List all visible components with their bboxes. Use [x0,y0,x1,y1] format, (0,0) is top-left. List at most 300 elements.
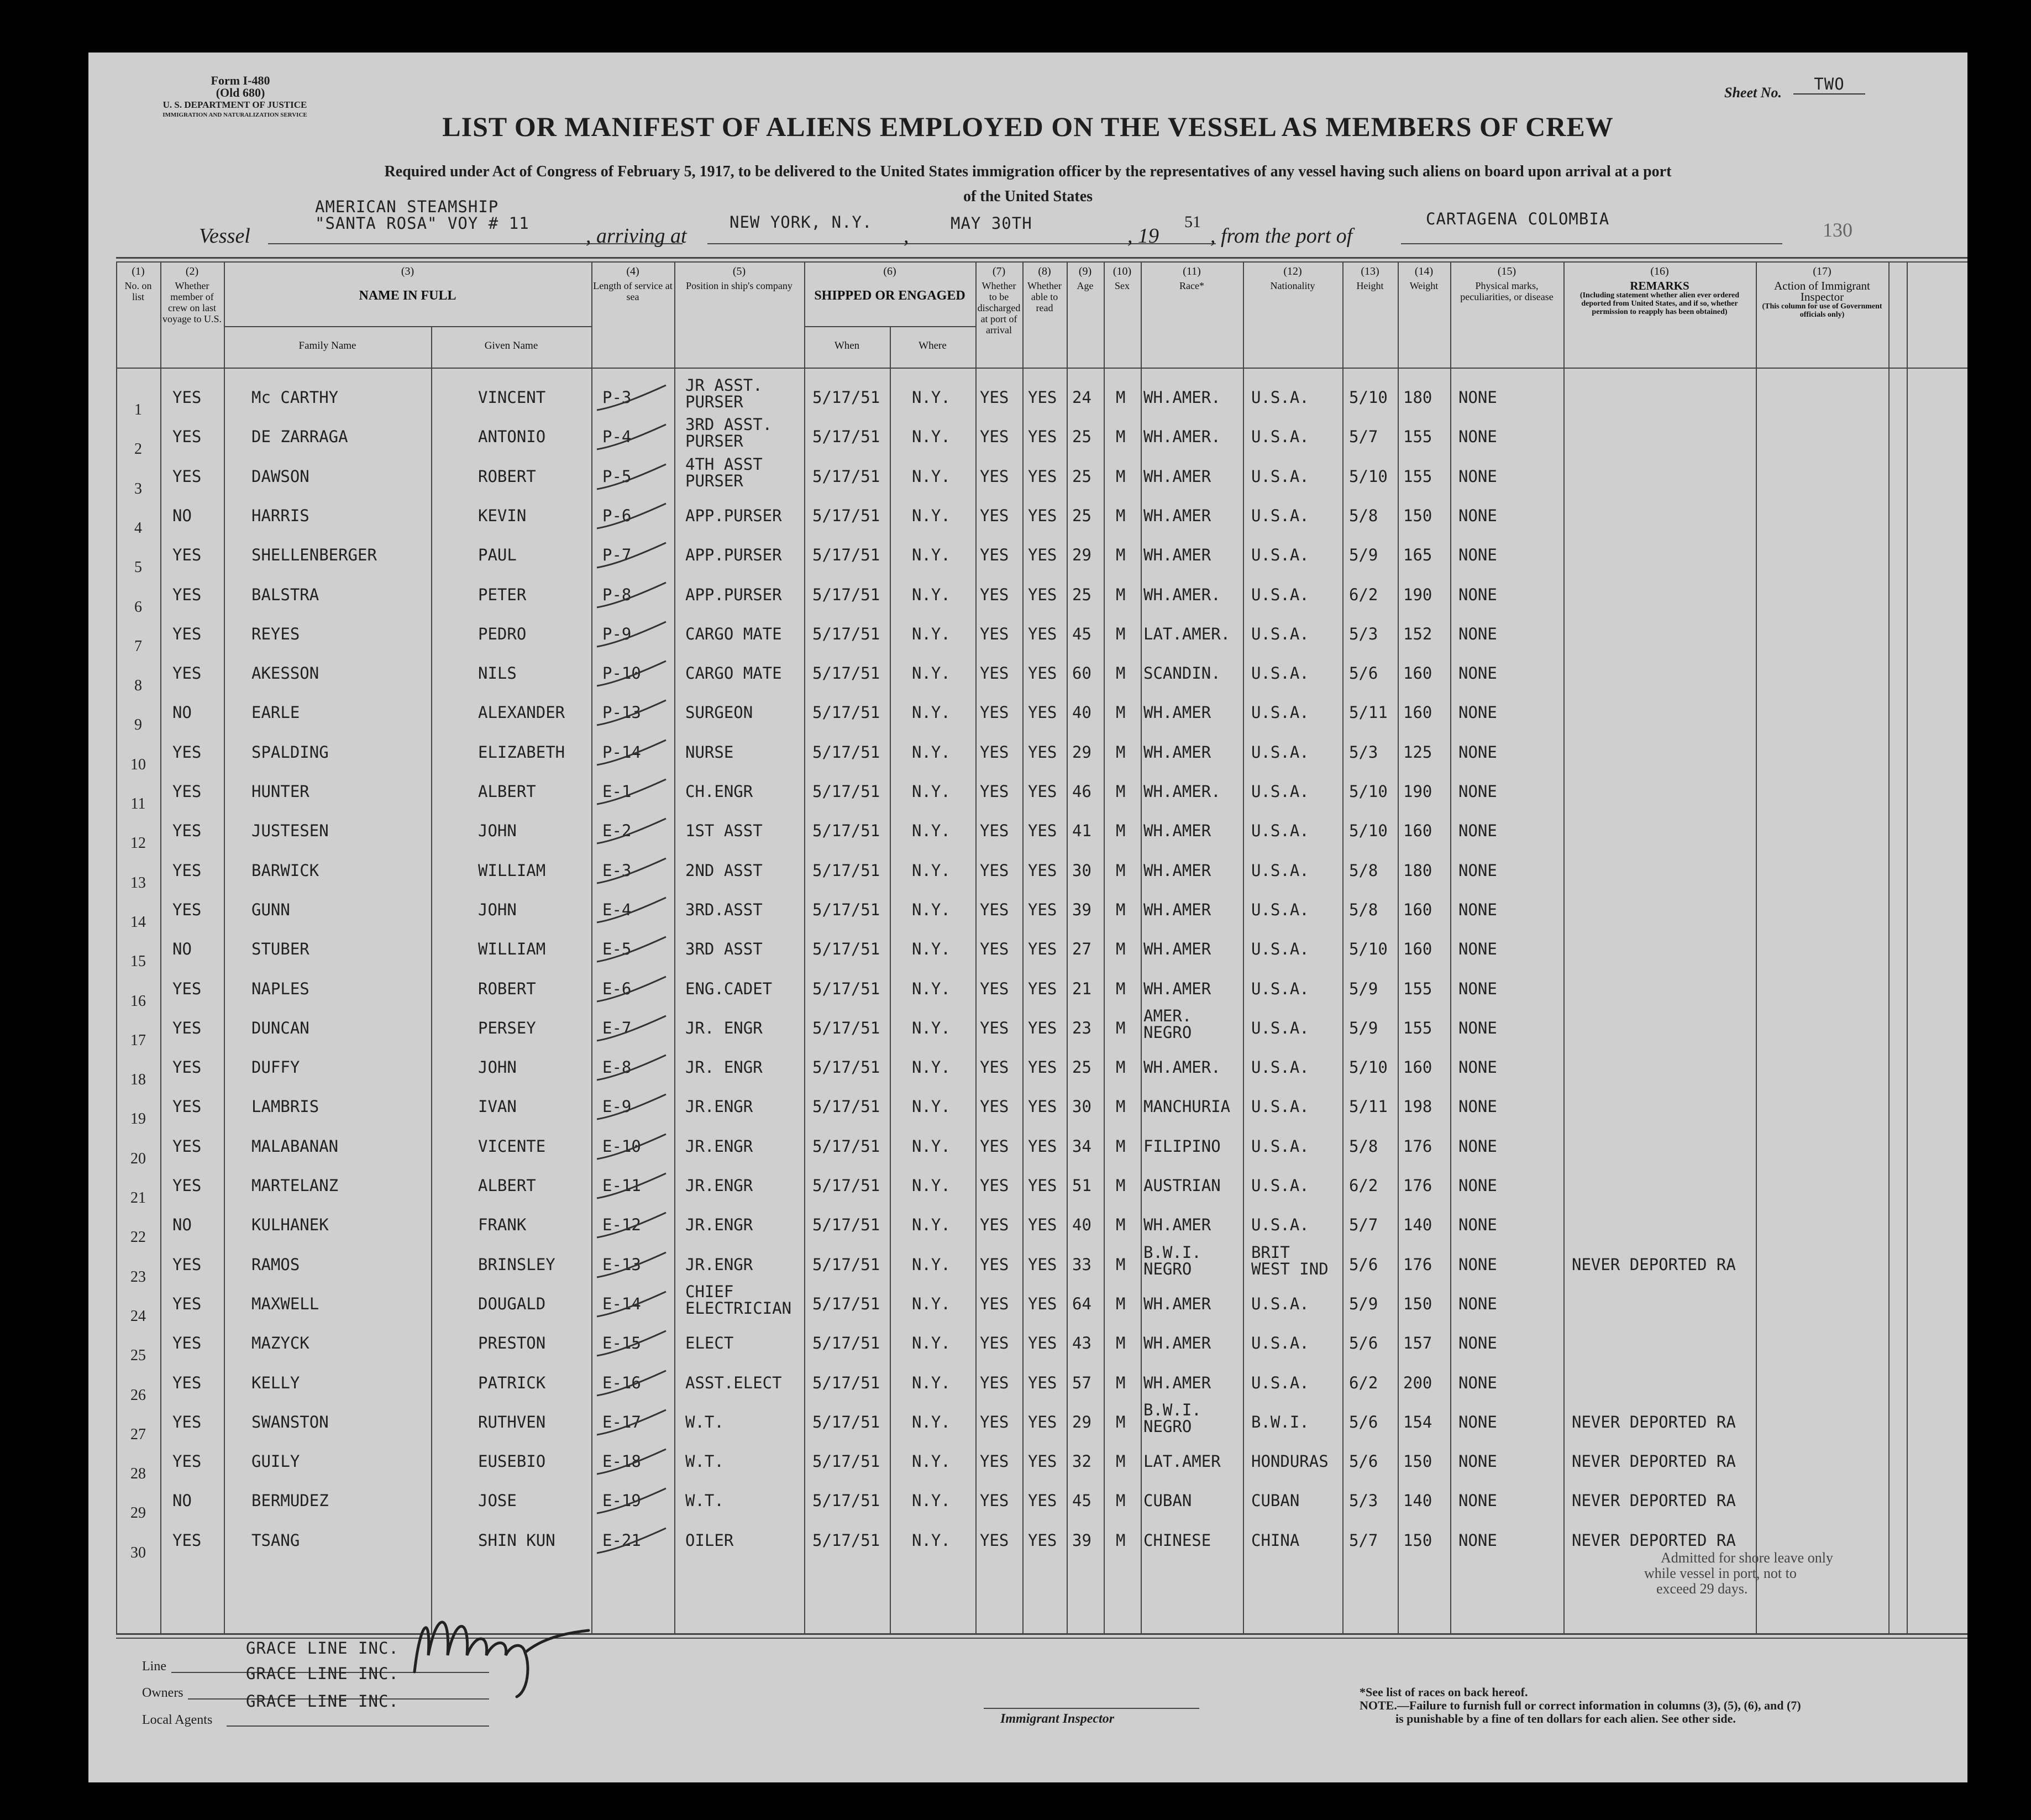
race: WH.AMER [1143,940,1211,959]
position: 3RD ASST [685,940,763,959]
length-of-service: E-14 [602,1294,641,1313]
year-prefix: , 19 [1127,224,1159,248]
physical-marks: NONE [1458,1373,1497,1392]
nationality: BRIT [1251,1242,1290,1262]
age: 29 [1072,546,1091,565]
shipped-where: N.Y. [912,427,951,447]
sex: M [1116,664,1126,683]
position: 4TH ASST [685,454,763,474]
weight: 165 [1403,546,1432,565]
height: 5/8 [1349,900,1378,919]
column-number: (2) [185,265,199,277]
weight: 150 [1403,1530,1432,1550]
given-name: SHIN KUN [478,1530,555,1550]
to-be-discharged: YES [980,782,1009,801]
crew-last-voyage: YES [172,1018,202,1037]
shipped-where: N.Y. [912,1176,951,1195]
crew-last-voyage: YES [172,466,202,486]
row-number: 20 [130,1150,146,1167]
manifest-sheet: Form I-480 (Old 680) U. S. DEPARTMENT OF JUSTICE IMMIGRATION AND NATURALIZATION SERVICE Sheet No. TWO LIST OR MANIFEST OF ALIENS EMPLOYED ON THE VESSEL AS MEMBERS OF CREW Required under Act of Congress of February 5, 1917, to be delivered to the United States immigration officer by the representatives of any vessel having such aliens on board upon arrival at a port of the United States Vessel AMERICAN STEAMSHIP "SANTA ROSA" VOY # 11 , arriving at NEW YORK, N.Y. , MAY 30TH , 19 51 , from the port of CARTAGENA COLOMBIA 130 (1) No. on list (2) Whether member of crew on last voyage to U.S. (3) NAME IN FULL Family Name Given Name (4) Length of service at sea (5) Position in ship's company (6) SHIPPED OR ENGAGED When Where (7) Whether to be discharged at port of arrival (8) Whether able to read (9) Age (10) Sex (11) Race* (12) Nationality (13) Height (14) Weight (15) Physical marks, peculiarities, or disease (16) REMARKS (Including statement whether alien ever ordered deported from United States, and if so, whether permission to reapply has been obtained) (17) Action of Immigrant Inspector (This column for use of Government officials only) 1 YES Mc CARTHY VINCENT P-3 JR ASST. PURSER 5/17/51 N.Y. YES YES 24 M WH.AMER. U.S.A. 5/10 180 NONE 2 YES DE ZARRAGA ANTONIO P-4 3RD ASST. PURSER 5/17/51 N.Y. YES YES 25 M WH.AMER. U.S.A. 5/7 155 NONE 3 YES DAWSON ROBERT P-5 4TH ASST PURSER 5/17/51 N.Y. YES YES 25 M WH.AMER U.S.A. 5/10 155 NONE 4 NO HARRIS KEVIN P-6 APP.PURSER 5/17/51 N.Y. YES YES 25 M WH.AMER U.S.A. 5/8 150 NONE 5 YES SHELLENBERGER PAUL P-7 APP.PURSER 5/17/51 N.Y. YES YES 29 M WH.AMER U.S.A. 5/9 165 NONE 6 YES BALSTRA PETER P-8 APP.PURSER 5/17/51 N.Y. YES YES 25 M WH.AMER. U.S.A. 6/2 190 NONE 7 YES REYES PEDRO P-9 CARGO MATE 5/17/51 N.Y. YES YES 45 M LAT.AMER. U.S.A. 5/3 152 NONE 8 YES AKESSON NILS P-10 CARGO MATE 5/17/51 N.Y. YES YES 60 M SCANDIN. U.S.A. 5/6 160 NONE 9 NO EARLE ALEXANDER P-13 SURGEON 5/17/51 N.Y. YES YES 40 M WH.AMER U.S.A. 5/11 160 NONE 10 YES SPALDING ELIZABETH P-14 NURSE 5/17/51 N.Y. YES YES 29 M WH.AMER U.S.A. 5/3 125 NONE 11 YES HUNTER ALBERT E-1 CH.ENGR 5/17/51 N.Y. YES YES 46 M WH.AMER. U.S.A. 5/10 190 NONE 12 YES JUSTESEN JOHN E-2 1ST ASST 5/17/51 N.Y. YES YES 41 M WH.AMER U.S.A. 5/10 160 NONE 13 YES BARWICK WILLIAM E-3 2ND ASST 5/17/51 N.Y. YES YES 30 M WH.AMER U.S.A. 5/8 180 NONE 14 YES GUNN JOHN E-4 3RD.ASST 5/17/51 N.Y. YES YES 39 M WH.AMER U.S.A. 5/8 160 NONE 15 NO STUBER WILLIAM E-5 3RD ASST 5/17/51 N.Y. YES YES 27 M WH.AMER U.S.A. 5/10 160 NONE 16 YES NAPLES ROBERT E-6 ENG.CADET 5/17/51 N.Y. YES YES 21 M WH.AMER U.S.A. 5/9 155 NONE 17 YES DUNCAN PERSEY E-7 JR. ENGR 5/17/51 N.Y. YES YES 23 M AMER. NEGRO U.S.A. 5/9 155 NONE 18 YES DUFFY JOHN E-8 JR. ENGR 5/17/51 N.Y. YES YES 25 M WH.AMER. U.S.A. 5/10 160 NONE 19 YES LAMBRIS IVAN E-9 JR.ENGR 5/17/51 N.Y. YES YES 30 M MANCHURIA U.S.A. 5/11 198 NONE 20 YES MALABANAN VICENTE E-10 JR.ENGR 5/17/51 N.Y. YES YES 34 M FILIPINO U.S.A. 5/8 176 NONE 21 YES MARTELANZ ALBERT E-11 JR.ENGR 5/17/51 N.Y. YES YES 51 M AUSTRIAN U.S.A. 6/2 176 NONE 22 NO KULHANEK FRANK E-12 JR.ENGR 5/17/51 N.Y. YES YES 40 M WH.AMER U.S.A. 5/7 140 NONE 23 YES RAMOS BRINSLEY E-13 JR.ENGR 5/17/51 N.Y. YES YES 33 M B.W.I. NEGRO BRIT WEST IND 5/6 176 NONE NEVER DEPORTED RA 24 YES MAXWELL DOUGALD E-14 CHIEF ELECTRICIAN 5/17/51 N.Y. YES YES 64 M WH.AMER U.S.A. 5/9 150 NONE 25 YES MAZYCK PRESTON E-15 ELECT 5/17/51 N.Y. YES YES 43 M WH.AMER U.S.A. 5/6 157 NONE 26 YES KELLY PATRICK E-16 ASST.ELECT 5/17/51 N.Y. YES YES 57 M WH.AMER U.S.A. 6/2 200 NONE 27 YES SWANSTON RUTHVEN E-17 W.T. 5/17/51 N.Y. YES YES 29 M B.W.I. NEGRO B.W.I. 5/6 154 NONE NEVER DEPORTED RA 28 YES GUILY EUSEBIO E-18 W.T. 5/17/51 N.Y. YES YES 32 M LAT.AMER HONDURAS 5/6 150 NONE NEVER DEPORTED RA 29 NO BERMUDEZ JOSE E-19 W.T. 5/17/51 N.Y. YES YES 45 M CUBAN CUBAN 5/3 140 NONE NEVER DEPORTED RA 30 YES TSANG SHIN KUN E-21 OILER 5/17/51 N.Y. YES YES 39 M CHINESE CHINA 5/7 150 NONE NEVER DEPORTED RA Admitted for shore leave only while vessel in port, not to exceed 29 days. Line GRACE LINE INC. Owners GRACE LINE INC. Local Agents GRACE LINE INC. Immigrant Inspector *See list of races on back hereof. NOTE.—Failure to furnish full or correct information in columns (3), (5), (6), and (7) is punishable by a fine of ten dollars for each alien. See other side. [88,53,1967,1782]
sex: M [1116,861,1126,880]
shipped-where: N.Y. [912,1255,951,1274]
column-number: (14) [1414,265,1434,277]
position: JR.ENGR [685,1215,753,1235]
length-of-service: E-2 [602,821,632,841]
physical-marks: NONE [1458,388,1497,407]
sex: M [1116,1176,1126,1195]
check-mark [591,580,674,613]
height: 5/10 [1349,466,1388,486]
to-be-discharged: YES [980,1136,1009,1156]
family-name: BARWICK [251,861,319,880]
sex: M [1116,1334,1126,1353]
weight: 160 [1403,940,1432,959]
length-of-service: E-17 [602,1412,641,1431]
weight: 176 [1403,1255,1432,1274]
weight: 150 [1403,1452,1432,1471]
position: 2ND ASST [685,861,763,880]
nationality: U.S.A. [1251,585,1309,604]
crew-last-voyage: YES [172,1530,202,1550]
position: JR.ENGR [685,1176,753,1195]
position: PURSER [685,432,743,451]
position: 3RD ASST. [685,415,773,434]
length-of-service: E-11 [602,1176,641,1195]
shipped-where: N.Y. [912,861,951,880]
sex: M [1116,1215,1126,1235]
race: SCANDIN. [1143,664,1221,683]
column-header-3 [224,265,591,301]
given-name: WILLIAM [478,861,546,880]
position: 3RD.ASST [685,900,763,919]
shipped-when: 5/17/51 [812,1058,880,1077]
check-mark [591,658,674,691]
row-number: 25 [130,1347,146,1365]
age: 34 [1072,1136,1091,1156]
sex: M [1116,900,1126,919]
column-number: (5) [732,265,746,277]
given-name: VICENTE [478,1136,546,1156]
column-label: Physical marks, peculiarities, or disease [1460,280,1554,302]
race: WH.AMER. [1143,388,1221,407]
row-number: 16 [130,992,146,1010]
nationality: U.S.A. [1251,940,1309,959]
given-name: PAUL [478,546,517,565]
able-to-read: YES [1028,546,1057,565]
column-number: (6) [883,265,896,277]
position: ELECT [685,1334,734,1353]
owners-value: GRACE LINE INC. [246,1664,399,1683]
check-mark [591,619,674,652]
column-number: (12) [1283,265,1302,277]
to-be-discharged: YES [980,1530,1009,1550]
physical-marks: NONE [1458,782,1497,801]
column-number: (17) [1813,265,1831,277]
able-to-read: YES [1028,1215,1057,1235]
race: B.W.I. [1143,1400,1201,1419]
length-of-service: P-9 [602,624,632,643]
length-of-service: E-21 [602,1530,641,1550]
sex: M [1116,585,1126,604]
height: 5/3 [1349,1491,1378,1510]
shipped-where: N.Y. [912,1412,951,1431]
given-name: ALEXANDER [478,703,565,722]
nationality: U.S.A. [1251,624,1309,643]
age: 25 [1072,466,1091,486]
nationality: HONDURAS [1251,1452,1329,1471]
to-be-discharged: YES [980,506,1009,525]
to-be-discharged: YES [980,1412,1009,1431]
length-of-service: E-13 [602,1255,641,1274]
physical-marks: NONE [1458,821,1497,841]
shipped-where: N.Y. [912,1530,951,1550]
check-mark [591,777,674,810]
sex: M [1116,821,1126,841]
to-be-discharged: YES [980,1373,1009,1392]
given-name: JOHN [478,1058,517,1077]
crew-last-voyage: YES [172,546,202,565]
weight: 176 [1403,1176,1432,1195]
vessel-label: Vessel [199,224,250,248]
nationality: U.S.A. [1251,782,1309,801]
to-be-discharged: YES [980,427,1009,447]
column-label: Height [1356,280,1384,291]
family-name: DE ZARRAGA [251,427,348,447]
able-to-read: YES [1028,1097,1057,1116]
position: ENG.CADET [685,979,773,998]
check-mark [591,697,674,731]
crew-last-voyage: YES [172,624,202,643]
row-number: 5 [134,559,142,576]
column-label: Whether member of crew on last voyage to U.S. [162,280,222,324]
family-name: AKESSON [251,664,319,683]
shipped-when: 5/17/51 [812,1215,880,1235]
height: 5/6 [1349,1255,1378,1274]
shipped-when: 5/17/51 [812,1530,880,1550]
weight: 155 [1403,979,1432,998]
family-name: DUFFY [251,1058,300,1077]
penalty-note: NOTE.—Failure to furnish full or correct information in columns (3), (5), (6), and (7) [1360,1698,1801,1712]
age: 57 [1072,1373,1091,1392]
shipped-where: N.Y. [912,1058,951,1077]
nationality: U.S.A. [1251,1018,1309,1037]
row-number: 4 [134,519,142,537]
weight: 140 [1403,1491,1432,1510]
to-be-discharged: YES [980,940,1009,959]
sex: M [1116,546,1126,565]
age: 23 [1072,1018,1091,1037]
shipped-when: 5/17/51 [812,624,880,643]
age: 25 [1072,585,1091,604]
family-name: KELLY [251,1373,300,1392]
age: 30 [1072,861,1091,880]
stamp-line-2: while vessel in port, not to [1644,1565,1797,1581]
crew-last-voyage: YES [172,388,202,407]
race: NEGRO [1143,1022,1192,1042]
physical-marks: NONE [1458,546,1497,565]
shipped-when: 5/17/51 [812,546,880,565]
shipped-when: 5/17/51 [812,664,880,683]
shipped-where: N.Y. [912,1136,951,1156]
sex: M [1116,1294,1126,1313]
able-to-read: YES [1028,940,1057,959]
weight: 150 [1403,506,1432,525]
column-label: No. on list [124,280,152,302]
family-name: KULHANEK [251,1215,329,1235]
footer-notes [1360,1686,1801,1725]
column-number: (3) [401,265,414,277]
race: WH.AMER [1143,1373,1211,1392]
shipped-when: 5/17/51 [812,506,880,525]
age: 21 [1072,979,1091,998]
check-mark [591,422,674,455]
able-to-read: YES [1028,861,1057,880]
race: WH.AMER. [1143,427,1221,447]
row-number: 17 [130,1031,146,1049]
able-to-read: YES [1028,624,1057,643]
check-mark [591,540,674,573]
row-number: 22 [130,1229,146,1246]
column-label: REMARKS [1630,279,1689,292]
column-label: Length of service at sea [593,280,673,302]
height: 6/2 [1349,1176,1378,1195]
physical-marks: NONE [1458,1018,1497,1037]
nationality: U.S.A. [1251,900,1309,919]
family-name: RAMOS [251,1255,300,1274]
able-to-read: YES [1028,1530,1057,1550]
given-name: IVAN [478,1097,517,1116]
able-to-read: YES [1028,1412,1057,1431]
to-be-discharged: YES [980,1334,1009,1353]
nationality: U.S.A. [1251,427,1309,447]
weight: 160 [1403,664,1432,683]
shipped-when: 5/17/51 [812,782,880,801]
family-name: HUNTER [251,782,309,801]
check-mark [591,895,674,928]
race: WH.AMER [1143,546,1211,565]
nationality: U.S.A. [1251,861,1309,880]
check-mark [591,934,674,967]
age: 46 [1072,782,1091,801]
shipped-when: 5/17/51 [812,900,880,919]
department: U. S. DEPARTMENT OF JUSTICE [162,99,307,110]
weight: 154 [1403,1412,1432,1431]
position: JR.ENGR [685,1255,753,1274]
shipped-when: 5/17/51 [812,1294,880,1313]
family-name: MARTELANZ [251,1176,339,1195]
position: APP.PURSER [685,506,782,525]
shipped-where: N.Y. [912,1334,951,1353]
age: 25 [1072,506,1091,525]
family-name: MAZYCK [251,1334,309,1353]
age: 25 [1072,427,1091,447]
check-mark [591,1092,674,1125]
family-name: REYES [251,624,300,643]
family-name: DAWSON [251,466,309,486]
race: WH.AMER [1143,821,1211,841]
check-mark [591,1013,674,1046]
column-label: Sex [1115,280,1130,291]
physical-marks: NONE [1458,624,1497,643]
shipped-where: N.Y. [912,1018,951,1037]
shipped-where: N.Y. [912,703,951,722]
nationality: U.S.A. [1251,1058,1309,1077]
shipped-where: N.Y. [912,742,951,762]
able-to-read: YES [1028,782,1057,801]
check-mark [591,856,674,889]
shipped-when: 5/17/51 [812,703,880,722]
family-name: TSANG [251,1530,300,1550]
weight: 190 [1403,585,1432,604]
crew-last-voyage: NO [172,1215,192,1235]
nationality: U.S.A. [1251,1373,1309,1392]
sex: M [1116,1097,1126,1116]
column-header-5 [674,265,804,291]
family-name: STUBER [251,940,309,959]
column-header-17 [1756,265,1888,319]
given-name: ELIZABETH [478,742,565,762]
length-of-service: P-10 [602,664,641,683]
nationality: U.S.A. [1251,742,1309,762]
shipped-where: N.Y. [912,388,951,407]
able-to-read: YES [1028,1136,1057,1156]
line-value: GRACE LINE INC. [246,1639,399,1658]
column-header-16 [1563,265,1756,316]
given-name: PETER [478,585,527,604]
column-number: (16) [1650,265,1669,277]
able-to-read: YES [1028,1452,1057,1471]
page-number: 130 [1823,219,1852,241]
given-name: PERSEY [478,1018,536,1037]
owners-label: Owners [142,1686,183,1700]
weight: 157 [1403,1334,1432,1353]
race: CUBAN [1143,1491,1192,1510]
column-label: NAME IN FULL [359,289,456,303]
height: 5/10 [1349,782,1388,801]
length-of-service: P-4 [602,427,632,447]
height: 5/6 [1349,1452,1378,1471]
to-be-discharged: YES [980,1491,1009,1510]
column-header-13 [1342,265,1398,291]
family-name: GUILY [251,1452,300,1471]
column-header-8 [1022,265,1067,313]
position: APP.PURSER [685,585,782,604]
shipped-when: 5/17/51 [812,1136,880,1156]
race: WH.AMER. [1143,1058,1221,1077]
family-name: GUNN [251,900,290,919]
length-of-service: E-19 [602,1491,641,1510]
given-name: WILLIAM [478,940,546,959]
page-title: LIST OR MANIFEST OF ALIENS EMPLOYED ON THE VESSEL AS MEMBERS OF CREW [442,111,1614,142]
length-of-service: E-15 [602,1334,641,1353]
length-of-service: E-18 [602,1452,641,1471]
sex: M [1116,742,1126,762]
column-subheader: Where [919,340,947,352]
able-to-read: YES [1028,821,1057,841]
crew-last-voyage: NO [172,1491,192,1510]
column-label: Race* [1179,280,1204,291]
physical-marks: NONE [1458,427,1497,447]
height: 5/7 [1349,1530,1378,1550]
physical-marks: NONE [1458,506,1497,525]
column-label: SHIPPED OR ENGAGED [814,289,965,303]
able-to-read: YES [1028,506,1057,525]
able-to-read: YES [1028,900,1057,919]
nationality: U.S.A. [1251,388,1309,407]
column-header-7 [975,265,1022,335]
crew-last-voyage: NO [172,506,192,525]
shipped-when: 5/17/51 [812,388,880,407]
nationality: U.S.A. [1251,703,1309,722]
physical-marks: NONE [1458,585,1497,604]
length-of-service: E-7 [602,1018,632,1037]
row-number: 1 [134,401,142,418]
sex: M [1116,1058,1126,1077]
inspector-label: Immigrant Inspector [1000,1712,1115,1726]
column-label: Action of Immigrant Inspector [1774,279,1870,303]
crew-last-voyage: YES [172,1176,202,1195]
given-name: BRINSLEY [478,1255,555,1274]
height: 5/9 [1349,1018,1378,1037]
nationality: U.S.A. [1251,1334,1309,1353]
nationality: U.S.A. [1251,1215,1309,1235]
check-mark [591,1210,674,1243]
able-to-read: YES [1028,427,1057,447]
column-number: (10) [1112,265,1132,277]
sex: M [1116,979,1126,998]
age: 39 [1072,900,1091,919]
given-name: NILS [478,664,517,683]
physical-marks: NONE [1458,703,1497,722]
crew-last-voyage: YES [172,900,202,919]
given-name: ALBERT [478,782,536,801]
length-of-service: E-8 [602,1058,632,1077]
sex: M [1116,1452,1126,1471]
shipped-when: 5/17/51 [812,427,880,447]
race: NEGRO [1143,1417,1192,1436]
shipped-where: N.Y. [912,1452,951,1471]
position: JR. ENGR [685,1058,763,1077]
physical-marks: NONE [1458,979,1497,998]
height: 6/2 [1349,1373,1378,1392]
check-mark [591,737,674,770]
race: WH.AMER [1143,742,1211,762]
able-to-read: YES [1028,1373,1057,1392]
height: 5/6 [1349,1412,1378,1431]
family-name: SHELLENBERGER [251,546,377,565]
crew-last-voyage: YES [172,1294,202,1313]
column-subheader: Family Name [298,340,356,352]
row-number: 15 [130,953,146,971]
sex: M [1116,506,1126,525]
weight: 198 [1403,1097,1432,1116]
physical-marks: NONE [1458,1097,1497,1116]
crew-last-voyage: YES [172,585,202,604]
row-number: 7 [134,637,142,655]
sex: M [1116,466,1126,486]
row-number: 3 [134,480,142,497]
given-name: JOHN [478,900,517,919]
height: 5/8 [1349,506,1378,525]
able-to-read: YES [1028,664,1057,683]
length-of-service: P-14 [602,742,641,762]
column-header-15 [1450,265,1563,302]
race: WH.AMER [1143,1334,1211,1353]
nationality: U.S.A. [1251,979,1309,998]
inspector-signature [398,1589,608,1700]
column-number: (15) [1497,265,1516,277]
height: 6/2 [1349,585,1378,604]
